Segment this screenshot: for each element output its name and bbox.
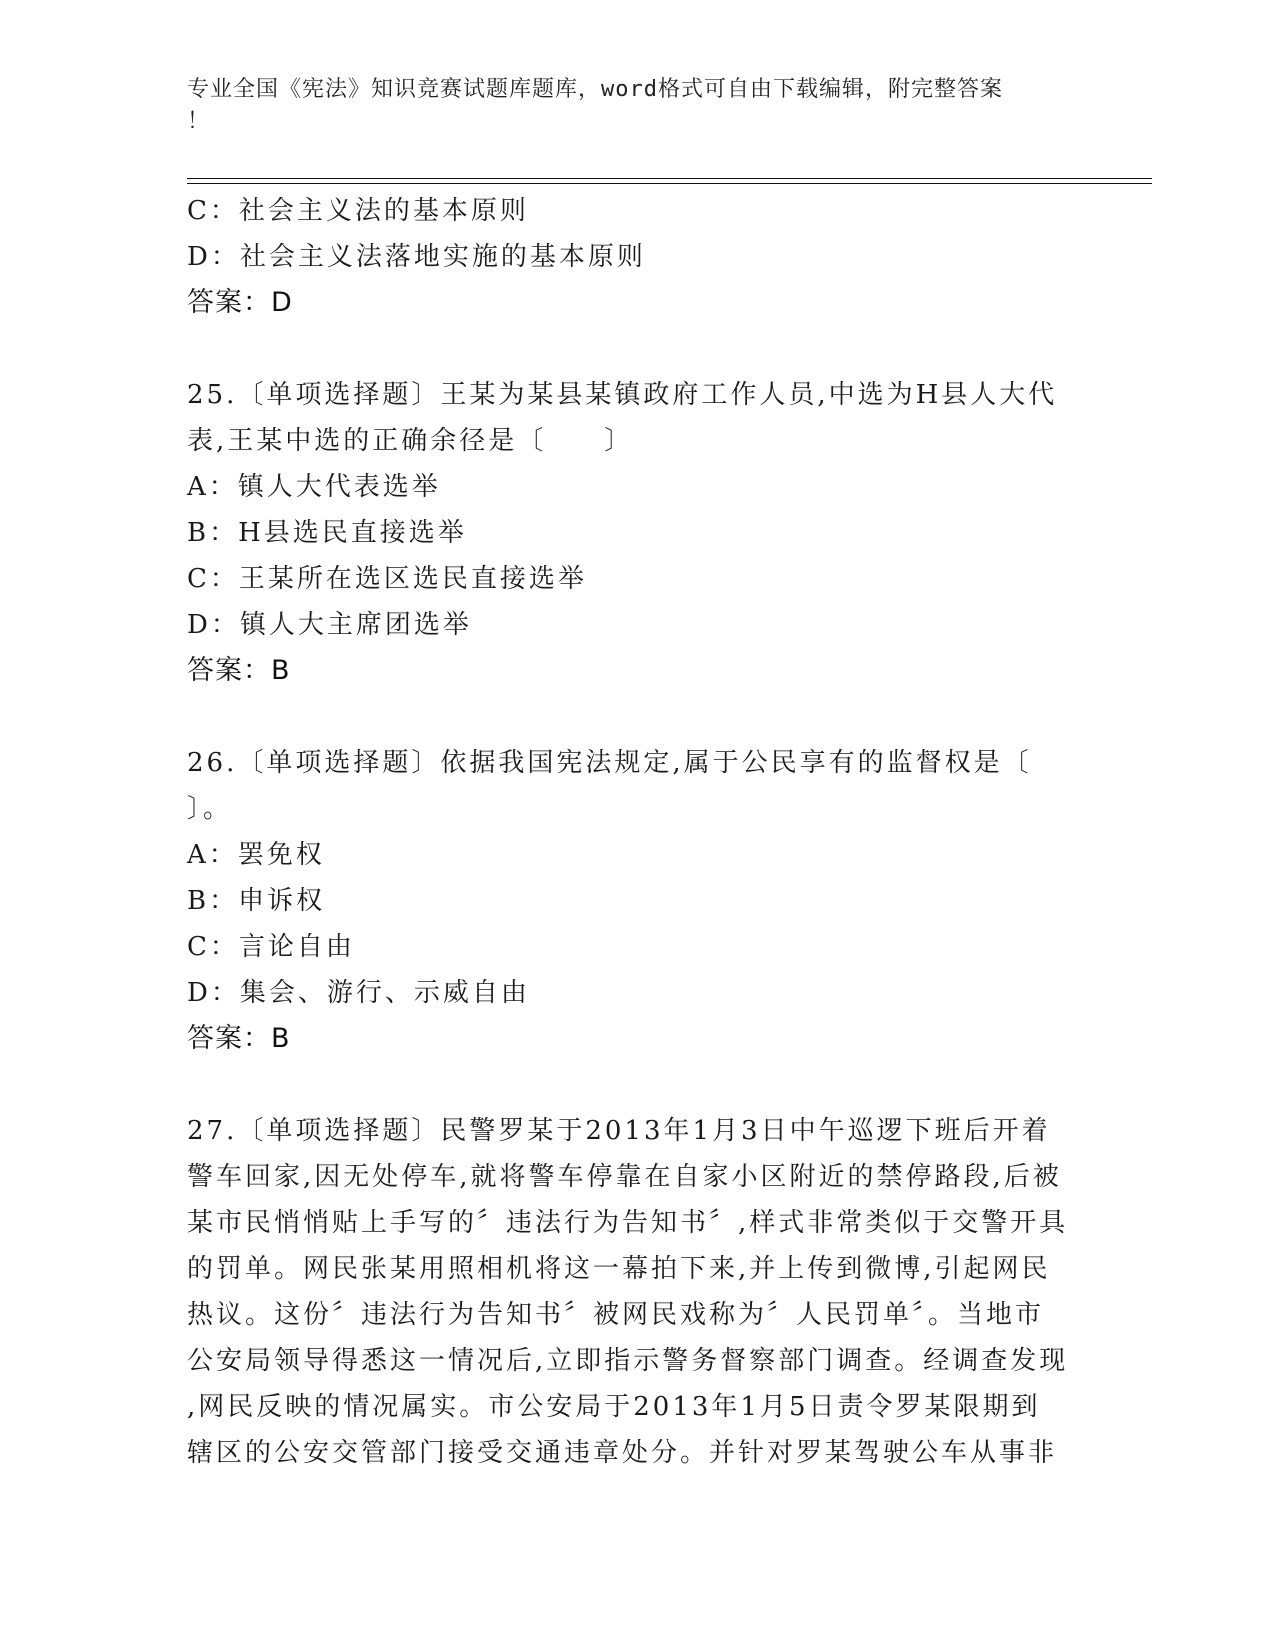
answer-line: 答案：B [187,655,291,686]
question-stem-line: 27.〔单项选择题〕民警罗某于2013年1月3日中午巡逻下班后开着 [187,1116,1051,1146]
answer-line: 答案：B [187,1023,291,1054]
question-25 [187,372,1077,694]
option-a: A：镇人大代表选举 [187,472,441,502]
question-stem-line: 热议。这份〞违法行为告知书〞被网民戏称为〞人民罚单〞。当地市 [187,1300,1045,1330]
question-stem-line: 的罚单。网民张某用照相机将这一幕拍下来,并上传到微博,引起网民 [187,1254,1051,1284]
question-stem-line: 某市民悄悄贴上手写的〞违法行为告知书〞,样式非常类似于交警开具 [187,1208,1069,1238]
answer-line: 答案：D [187,287,293,318]
question-27 [187,1108,1077,1476]
option-b: B：H县选民直接选举 [187,518,467,548]
option-d: D：镇人大主席团选举 [187,610,472,640]
option-d: D：社会主义法落地实施的基本原则 [187,242,646,272]
option-a: A：罢免权 [187,840,325,870]
document-body [187,188,1077,1476]
question-stem-line: 26.〔单项选择题〕依据我国宪法规定,属于公民享有的监督权是〔 [187,748,1032,778]
header-title-line-1: 专业全国《宪法》知识竞赛试题库题库，word格式可自由下载编辑，附完整答案 [187,77,1003,102]
document-header [187,74,1077,138]
option-c: C：言论自由 [187,932,355,962]
question-stem-line: 〕。 [187,794,233,824]
question-24-fragment [187,188,1077,326]
option-d: D：集会、游行、示威自由 [187,978,530,1008]
question-stem-line: 表,王某中选的正确余径是〔 〕 [187,426,634,456]
question-stem-line: 辖区的公安交管部门接受交通违章处分。并针对罗某驾驶公车从事非 [187,1438,1058,1468]
question-spacer [187,1062,1077,1108]
question-26 [187,740,1077,1062]
option-b: B：申诉权 [187,886,326,916]
option-c: C：社会主义法的基本原则 [187,196,529,226]
option-c: C：王某所在选区选民直接选举 [187,564,587,594]
question-stem-line: 公安局领导得悉这一情况后,立即指示警务督察部门调查。经调查发现 [187,1346,1069,1376]
question-stem-line: 警车回家,因无处停车,就将警车停靠在自家小区附近的禁停路段,后被 [187,1162,1062,1192]
question-spacer [187,694,1077,740]
header-title-line-2: ！ [187,109,211,134]
header-divider-bottom [187,183,1152,184]
header-divider-top [187,178,1152,179]
question-spacer [187,326,1077,372]
question-stem-line: 25.〔单项选择题〕王某为某县某镇政府工作人员,中选为H县人大代 [187,380,1058,410]
question-stem-line: ,网民反映的情况属实。市公安局于2013年1月5日责令罗某限期到 [187,1392,1041,1422]
